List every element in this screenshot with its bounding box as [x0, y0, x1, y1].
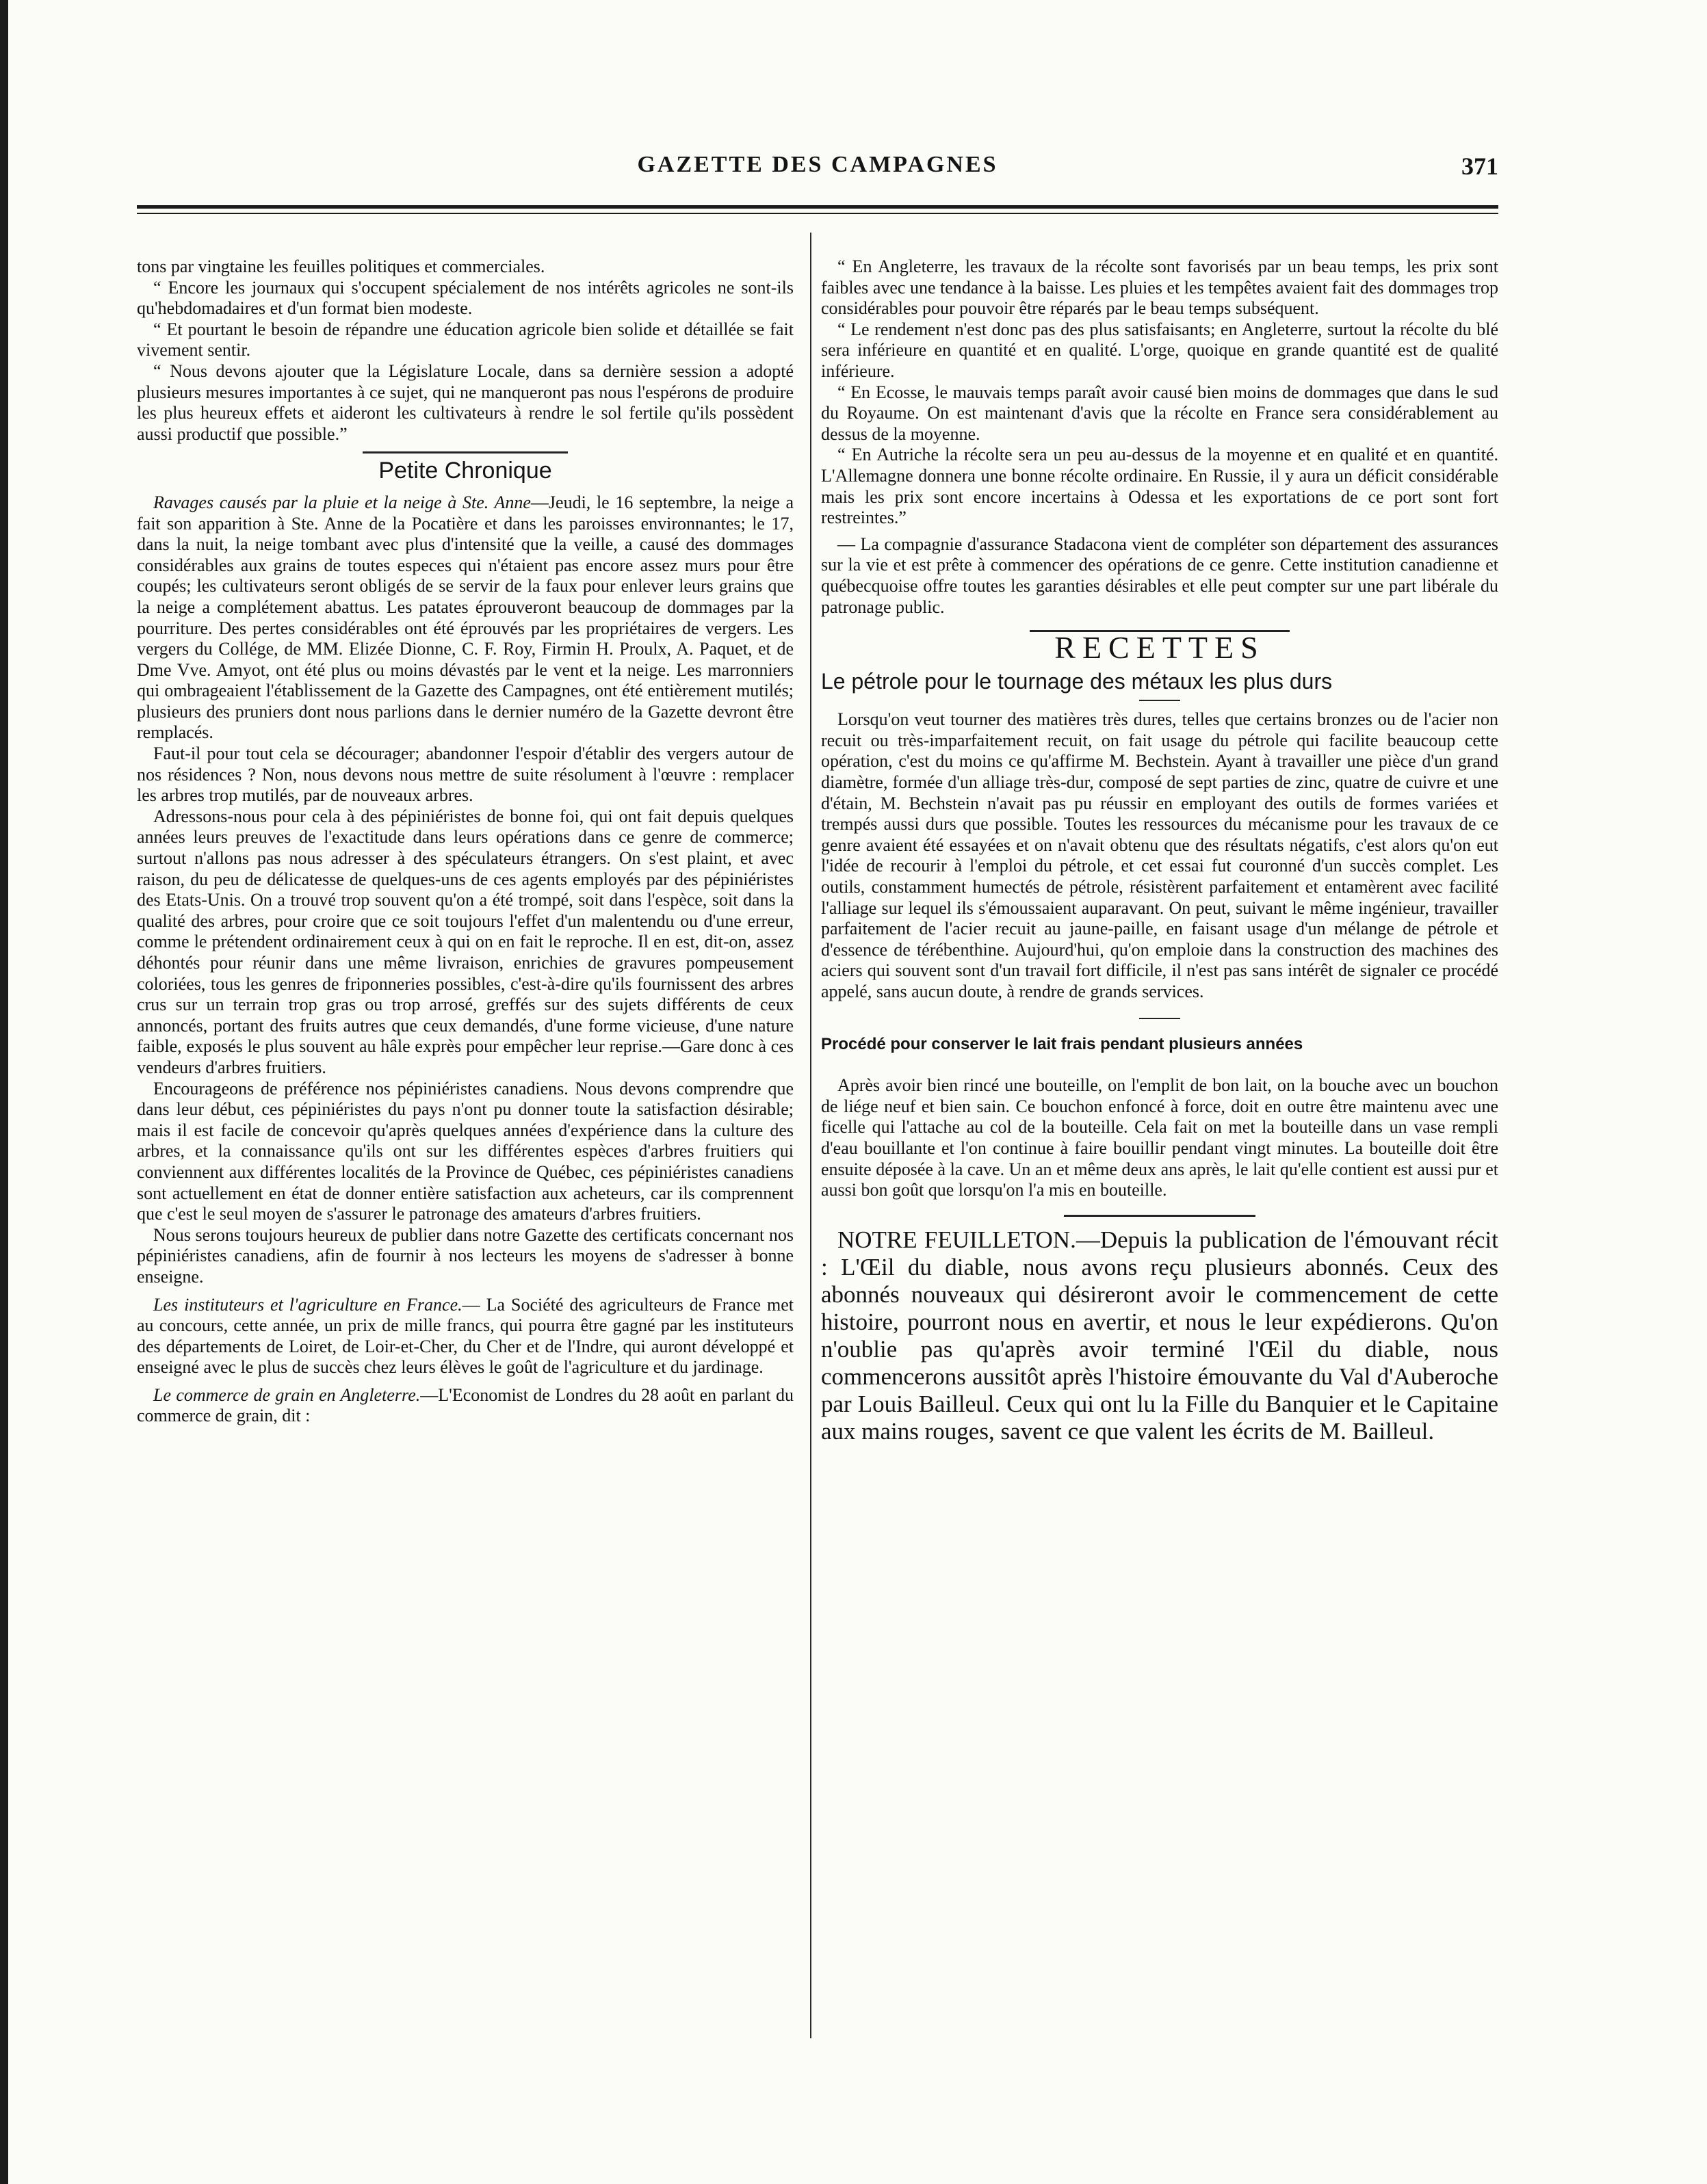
news-item [137, 1385, 794, 1427]
news-item [137, 1295, 794, 1378]
paragraph: “ En Ecosse, le mauvais temps paraît avoir causé bien moins de dommages que dans le sud du Royaume. On est maintenant d'avis que la récolte en France sera considérablement au dessus de la moyenne. [821, 382, 1498, 444]
item-text: Encourageons de préférence nos pépiniéristes canadiens. Nous devons comprendre que dans leur début, ces pépiniéristes du pays n'ont pu donner toute la satisfaction désirable; mais il est facile de concevoir qu'après quelques années d'expérience dans la culture des arbres, et la connaissance qu'ils ont sur les différentes espèces d'arbres fruitiers qui conviennent aux différentes localités de la Province de Québec, ces pépiniéristes canadiens sont actuellement en état de donner entière satisfaction aux acheteurs, car ils comprennent que c'est le seul moyen de s'assurer le patronage des amateurs d'arbres fruitiers. [137, 1078, 794, 1224]
header-rule-thin [137, 213, 1498, 214]
ornament-rule [1064, 1215, 1255, 1217]
page-number: 371 [1461, 153, 1498, 180]
recipe-title-petrole: Le pétrole pour le tournage des métaux les plus durs [821, 668, 1333, 694]
item-lead: Ravages causés par la pluie et la neige à Ste. Anne [153, 492, 531, 512]
recipe-text: Lorsqu'on veut tourner des matières très dures, telles que certains bronzes ou de l'acier non recuit ou très-imparfaitement recuit, on fait usage du pétrole qui facilite beaucoup cette opération, c'est du moins ce qu'affirme M. Bechstein. Ayant à travailler une pièce d'un grand diamètre, formée d'un alliage très-dur, composé de sept parties de zinc, quatre de cuivre et une d'étain, M. Bechstein n'avait pas pu réussir en employant des outils de formes variées et trempés aussi durs que possible. Toutes les ressources du mécanisme pour les travaux de ce genre avaient été essayées et on n'avait obtenu que des résultats négatifs, c'est alors qu'on eut l'idée de recourir à l'emploi du pétrole, et cet essai fut couronné d'un succès complet. Les outils, constamment humectés de pétrole, résistèrent parfaitement et entamèrent avec facilité l'alliage sur lequel ils s'émoussaient auparavant. On peut, suivant le même ingénieur, travailler parfaitement de l'acier recuit au jaune-paille, en faisant usage d'un mélange de pétrole et d'essence de térébenthine. Aujourd'hui, qu'on emploie dans la construction des machines des aciers qui souvent sont d'un travail fort difficile, il n'est pas sans intérêt de signaler ce procédé appelé, sans aucun doute, à rendre de grands services. [821, 709, 1498, 1001]
right-column [821, 256, 1498, 1445]
binding-shadow [0, 0, 8, 2184]
divider [1139, 1018, 1180, 1019]
paragraph: — La compagnie d'assurance Stadacona vient de compléter son département des assurances sur la vie et est prête à commencer des opérations de ce genre. Cette institution canadienne et québecquoise offre toutes les garanties désirables et elle peut compter sur une part libérale du patronage public. [821, 534, 1498, 617]
header-rule-thick [137, 205, 1498, 209]
item-text: Nous serons toujours heureux de publier dans notre Gazette des certificats concernant nos pépiniéristes canadiens, afin de fournir à nos lecteurs les moyens de s'adresser à bonne enseigne. [137, 1224, 794, 1287]
section-title: RECETTES [1054, 630, 1265, 666]
recipe-text: Après avoir bien rincé une bouteille, on l'emplit de bon lait, on la bouche avec un bouchon de liége neuf et bien sain. Ce bouchon enfoncé à force, doit en outre être maintenu avec une ficelle qui l'attache au col de la bouteille. Cela fait on met la bouteille dans un vase rempli d'eau bouillante et l'on continue à faire bouillir pendant vingt minutes. La bouteille doit être ensuite déposée à la cave. Un an et même deux ans après, le lait qu'elle contient est aussi pur et aussi bon goût que lorsqu'on l'a mis en bouteille. [821, 1075, 1498, 1200]
recipe-title-lait: Procédé pour conserver le lait frais pendant plusieurs années [821, 1034, 1303, 1053]
paragraph: “ Nous devons ajouter que la Législature Locale, dans sa dernière session a adopté plusieurs mesures importantes à ce sujet, qui ne manqueront pas nous l'espérons de produire les plus heureux effets et aideront les cultivateurs à rendre le sol fertile qu'ils possèdent aussi productif que possible.” [137, 360, 794, 444]
paragraph: “ En Angleterre, les travaux de la récolte sont favorisés par un beau temps, les prix sont faibles avec une tendance à la baisse. Les pluies et les tempêtes avaient fait des dommages trop considérables pour pouvoir être réparés par le beau temps subséquent. [821, 256, 1498, 319]
section-heading-petite-chronique [137, 451, 794, 482]
paragraph: “ Encore les journaux qui s'occupent spécialement de nos intérêts agricoles ne sont-ils qu'hebdomadaires et d'un format bien modeste. [137, 277, 794, 319]
left-column [137, 256, 794, 1427]
item-lead: Le commerce de grain en Angleterre. [153, 1384, 421, 1405]
news-item [137, 492, 794, 744]
feuilleton-text: NOTRE FEUILLETON.—Depuis la publication de l'émouvant récit : L'Œil du diable, nous avons reçu plusieurs abonnés. Ceux des abonnés nouveaux qui désireront avoir le commencement de cette histoire, pourront nous en avertir, et nous le leur expédierons. Qu'on n'oublie pas qu'après avoir terminé l'Œil du diable, nous commencerons aussitôt après l'histoire émouvante du Val d'Auberoche par Louis Bailleul. Ceux qui ont lu la Fille du Banquier et le Capitaine aux mains rouges, savent ce que valent les écrits de M. Bailleul. [821, 1226, 1498, 1445]
item-lead: Les instituteurs et l'agriculture en France. [153, 1294, 462, 1315]
publication-title: GAZETTE DES CAMPAGNES [637, 152, 998, 177]
item-text: Adressons-nous pour cela à des pépiniéristes de bonne foi, qui ont fait depuis quelques années leurs preuves de l'exactitude dans leurs opérations dans ce genre de commerce; surtout n'allons pas nous adresser à des spéculateurs étrangers. On s'est plaint, et avec raison, du peu de délicatesse de quelques-uns de ces agents employés par des pépiniéristes des Etats-Unis. On a trouvé trop souvent qu'on a été trompé, soit dans l'espèce, soit dans la qualité des arbres, pour croire que ce soit toujours l'effet d'un malentendu ou d'une erreur, comme le prétendent ordinairement ceux à qui on en fait le reproche. Il en est, dit-on, assez déhontés pour réunir dans une même livraison, enrichies de gravures pompeusement coloriées, tous les genres de friponneries possibles, c'est-à-dire qu'ils fournissent des arbres crus sur un terrain trop gras ou trop arrosé, greffés sur des sujets différents de ceux annoncés, portant des fruits autres que ceux demandés, d'une forme vicieuse, d'une nature faible, exposés le plus souvent au hâle exprès pour empêcher leur reprise.—Gare donc à ces vendeurs d'arbres fruitiers. [137, 806, 794, 1077]
paragraph: “ Le rendement n'est donc pas des plus satisfaisants; en Angleterre, surtout la récolte du blé sera inférieure en quantité et en qualité. L'orge, quoique en grande quantité est de qualité inférieure. [821, 319, 1498, 381]
news-item [137, 744, 794, 806]
paragraph: “ Et pourtant le besoin de répandre une éducation agricole bien solide et détaillée se fait vivement sentir. [137, 319, 794, 360]
item-text: Faut-il pour tout cela se décourager; abandonner l'espoir d'établir des vergers autour de nos résidences ? Non, nous devons nous mettre de suite résolument à l'œuvre : remplacer les arbres trop mutilés, par de nouveaux arbres. [137, 744, 794, 806]
paragraph: tons par vingtaine les feuilles politiques et commerciales. [137, 256, 545, 276]
divider [1139, 700, 1180, 701]
news-item [137, 806, 794, 1079]
page-header [137, 152, 1498, 193]
section-heading-recettes [821, 630, 1498, 666]
item-text: — La Société des agriculteurs de France met au concours, cette année, un prix de mille francs, qui pourra être gagné par les instituteurs des départements de Loiret, de Loir-et-Cher, du Cher et de l'Indre, qui auront développé et enseigné avec le plus de succès chez leurs élèves le goût de l'agriculture et du jardinage. [137, 1294, 794, 1378]
item-text: —Jeudi, le 16 septembre, la neige a fait son apparition à Ste. Anne de la Pocatière et dans les paroisses environnantes; le 17, dans la nuit, la neige tombant avec plus d'intensité que la veille, a causé des dommages considérables aux grains de toutes especes qui n'étaient pas encore assez murs pour être coupés; les cultivateurs seront obligés de se servir de la faux pour enlever leurs grains que la neige a complétement abattus. Les patates éprouveront beaucoup de dommages par la pourriture. Des pertes considérables ont été éprouvés par les propriétaires de vergers. Les vergers du Collége, de MM. Elizée Dionne, C. F. Roy, Firmin H. Proulx, A. Paquet, et de Dme Vve. Amyot, ont été plus ou moins dévastés par le vent et la neige. Les marronniers qui ombrageaient l'établissement de la Gazette des Campagnes, ont été entièrement mutilés; plusieurs des pruniers dont nous parlions dans le dernier numéro de la Gazette devront être remplacés. [137, 492, 794, 743]
column-divider [810, 233, 811, 2038]
ornament-rule [363, 451, 568, 453]
news-item [137, 1079, 794, 1225]
section-title: Petite Chronique [378, 458, 552, 484]
item-text: —L'Economist de Londres du 28 août en parlant du commerce de grain, dit : [137, 1384, 794, 1426]
feuilleton-notice [821, 1215, 1498, 1445]
paragraph: “ En Autriche la récolte sera un peu au-dessus de la moyenne et en qualité et en quantité. L'Allemagne donnera une bonne récolte ordinaire. En Russie, il y aura un déficit considérable mais les prix sont encore incertains à Odessa et les exportations de ce port sont fort restreintes.” [821, 445, 1498, 528]
news-item [137, 1225, 794, 1288]
